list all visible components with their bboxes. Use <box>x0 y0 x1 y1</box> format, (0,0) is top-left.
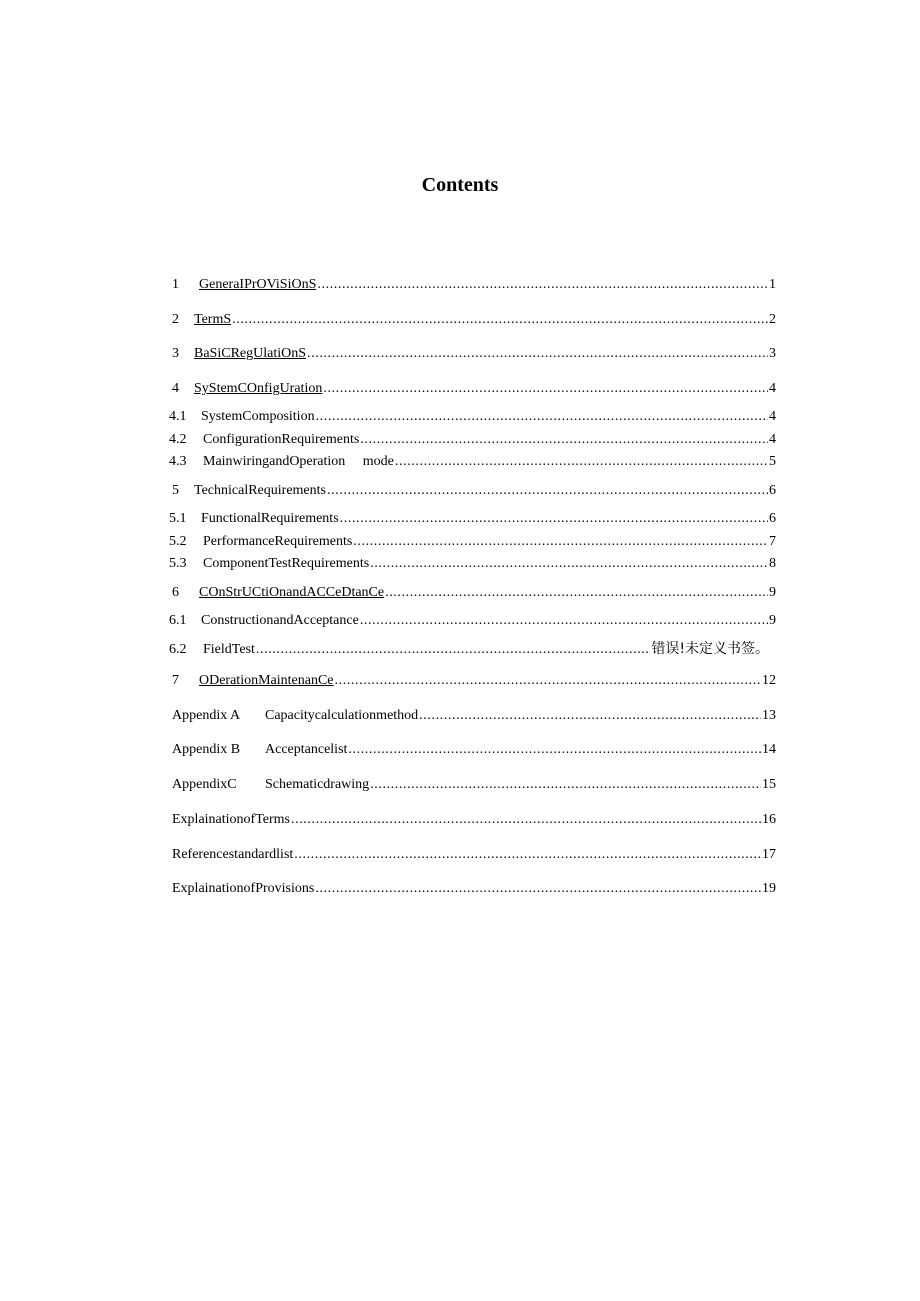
toc-entry-appendix-c[interactable] <box>172 776 776 794</box>
toc-entry-number: 6.1 <box>169 613 187 628</box>
toc-dot-leader <box>360 431 768 449</box>
toc-entry-4-2[interactable] <box>169 431 776 449</box>
toc-entry-label: PerformanceRequirements <box>203 534 353 549</box>
toc-entry-link[interactable]: TermS <box>194 312 232 327</box>
toc-entry-label: FieldTest <box>203 642 255 657</box>
toc-entry-label: Acceptancelist <box>265 742 348 757</box>
toc-entry-5-2[interactable] <box>169 533 776 551</box>
toc-entry-number: 4.1 <box>169 409 187 424</box>
page-title: Contents <box>421 174 499 196</box>
toc-entry-number: 3 <box>172 346 179 361</box>
toc-entry-page: 15 <box>762 777 776 792</box>
toc-entry-number: 4.2 <box>169 432 187 447</box>
toc-entry-number: Appendix B <box>172 742 241 757</box>
toc-entry-label: Schematicdrawing <box>265 777 370 792</box>
toc-entry-4-3[interactable] <box>169 453 776 471</box>
toc-entry-appendix-a[interactable] <box>172 707 776 725</box>
toc-entry-5-3[interactable] <box>169 555 776 573</box>
toc-entry-page: 4 <box>769 409 776 424</box>
toc-entry-link[interactable]: SyStemCOnfigUration <box>194 381 323 396</box>
toc-entry-link[interactable]: COnStrUCtiOnandACCeDtanCe <box>199 585 385 600</box>
toc-entry-7[interactable] <box>172 672 776 690</box>
toc-entry-number: 2 <box>172 312 179 327</box>
toc-dot-leader <box>340 510 768 528</box>
toc-dot-leader <box>370 555 768 573</box>
toc-entry-link[interactable]: ODerationMaintenanCe <box>199 673 334 688</box>
toc-entry-page: 19 <box>762 881 776 896</box>
toc-entry-number: 5.2 <box>169 534 187 549</box>
toc-dot-leader <box>385 584 768 602</box>
toc-dot-leader <box>360 612 768 630</box>
toc-entry-label: ConfigurationRequirements <box>203 432 360 447</box>
toc-entry-4[interactable] <box>172 380 776 398</box>
toc-entry-page: 8 <box>769 556 776 571</box>
toc-entry-number: 6.2 <box>169 642 187 657</box>
toc-entry-number: Appendix A <box>172 708 241 723</box>
toc-entry-6[interactable] <box>172 584 776 602</box>
toc-entry-label: ComponentTestRequirements <box>203 556 370 571</box>
toc-entry-number: 5 <box>172 483 179 498</box>
toc-entry-number: 7 <box>172 673 179 688</box>
toc-entry-page: 2 <box>769 312 776 327</box>
toc-entry-3[interactable] <box>172 345 776 363</box>
toc-entry-page: 12 <box>762 673 776 688</box>
toc-entry-number: AppendixC <box>172 777 237 792</box>
toc-entry-6-2[interactable] <box>169 640 769 659</box>
toc-entry-reference-standards[interactable] <box>172 846 776 864</box>
toc-entry-page: 14 <box>762 742 776 757</box>
toc-entry-label: Referencestandardlist <box>172 847 294 862</box>
toc-entry-page: 3 <box>769 346 776 361</box>
toc-entry-link[interactable]: GeneraIPrOViSiOnS <box>199 277 317 292</box>
toc-entry-explanation-of-provisions[interactable] <box>172 880 776 898</box>
toc-entry-page: 6 <box>769 483 776 498</box>
toc-dot-leader <box>316 408 768 426</box>
toc-entry-1[interactable] <box>172 276 776 294</box>
toc-dot-leader <box>307 345 768 363</box>
toc-dot-leader <box>256 641 650 659</box>
toc-entry-explanation-of-terms[interactable] <box>172 811 776 829</box>
toc-dot-leader <box>294 846 761 864</box>
toc-dot-leader <box>317 276 768 294</box>
toc-dot-leader <box>370 776 761 794</box>
toc-dot-leader <box>348 741 761 759</box>
toc-dot-leader <box>335 672 761 690</box>
toc-entry-page: 4 <box>769 381 776 396</box>
toc-entry-5[interactable] <box>172 482 776 500</box>
toc-dot-leader <box>315 880 761 898</box>
toc-entry-page: 4 <box>769 432 776 447</box>
toc-entry-label: ExplainationofTerms <box>172 812 290 827</box>
toc-dot-leader <box>353 533 768 551</box>
toc-dot-leader <box>232 311 768 329</box>
toc-entry-error-text: 错误!未定义书签。 <box>651 641 769 657</box>
toc-entry-page: 17 <box>762 847 776 862</box>
toc-entry-number: 6 <box>172 585 179 600</box>
toc-entry-label: TechnicalRequirements <box>194 483 326 498</box>
toc-dot-leader <box>419 707 761 725</box>
toc-entry-4-1[interactable] <box>169 408 776 426</box>
toc-entry-label: ConstructionandAcceptance <box>201 613 359 628</box>
toc-dot-leader <box>395 453 768 471</box>
toc-entry-number: 5.3 <box>169 556 187 571</box>
toc-entry-label: SystemComposition <box>201 409 315 424</box>
toc-entry-number: 4.3 <box>169 454 187 469</box>
toc-entry-page: 7 <box>769 534 776 549</box>
toc-entry-label: Capacitycalculationmethod <box>265 708 419 723</box>
toc-entry-number: 4 <box>172 381 179 396</box>
toc-dot-leader <box>291 811 761 829</box>
toc-entry-page: 9 <box>769 585 776 600</box>
toc-entry-page: 1 <box>769 277 776 292</box>
toc-entry-page: 6 <box>769 511 776 526</box>
toc-dot-leader <box>323 380 768 398</box>
toc-entry-label: MainwiringandOperation mode <box>203 454 394 469</box>
toc-entry-appendix-b[interactable] <box>172 741 776 759</box>
toc-entry-label: ExplainationofProvisions <box>172 881 315 896</box>
toc-dot-leader <box>327 482 768 500</box>
toc-entry-page: 5 <box>769 454 776 469</box>
toc-entry-label: FunctionalRequirements <box>201 511 339 526</box>
toc-entry-5-1[interactable] <box>169 510 776 528</box>
toc-entry-link[interactable]: BaSiCRegUlatiOnS <box>194 346 307 361</box>
toc-entry-number: 1 <box>172 277 179 292</box>
toc-entry-page: 13 <box>762 708 776 723</box>
toc-entry-6-1[interactable] <box>169 612 776 630</box>
toc-entry-page: 9 <box>769 613 776 628</box>
toc-entry-number: 5.1 <box>169 511 187 526</box>
toc-entry-2[interactable] <box>172 311 776 329</box>
toc-entry-page: 16 <box>762 812 776 827</box>
